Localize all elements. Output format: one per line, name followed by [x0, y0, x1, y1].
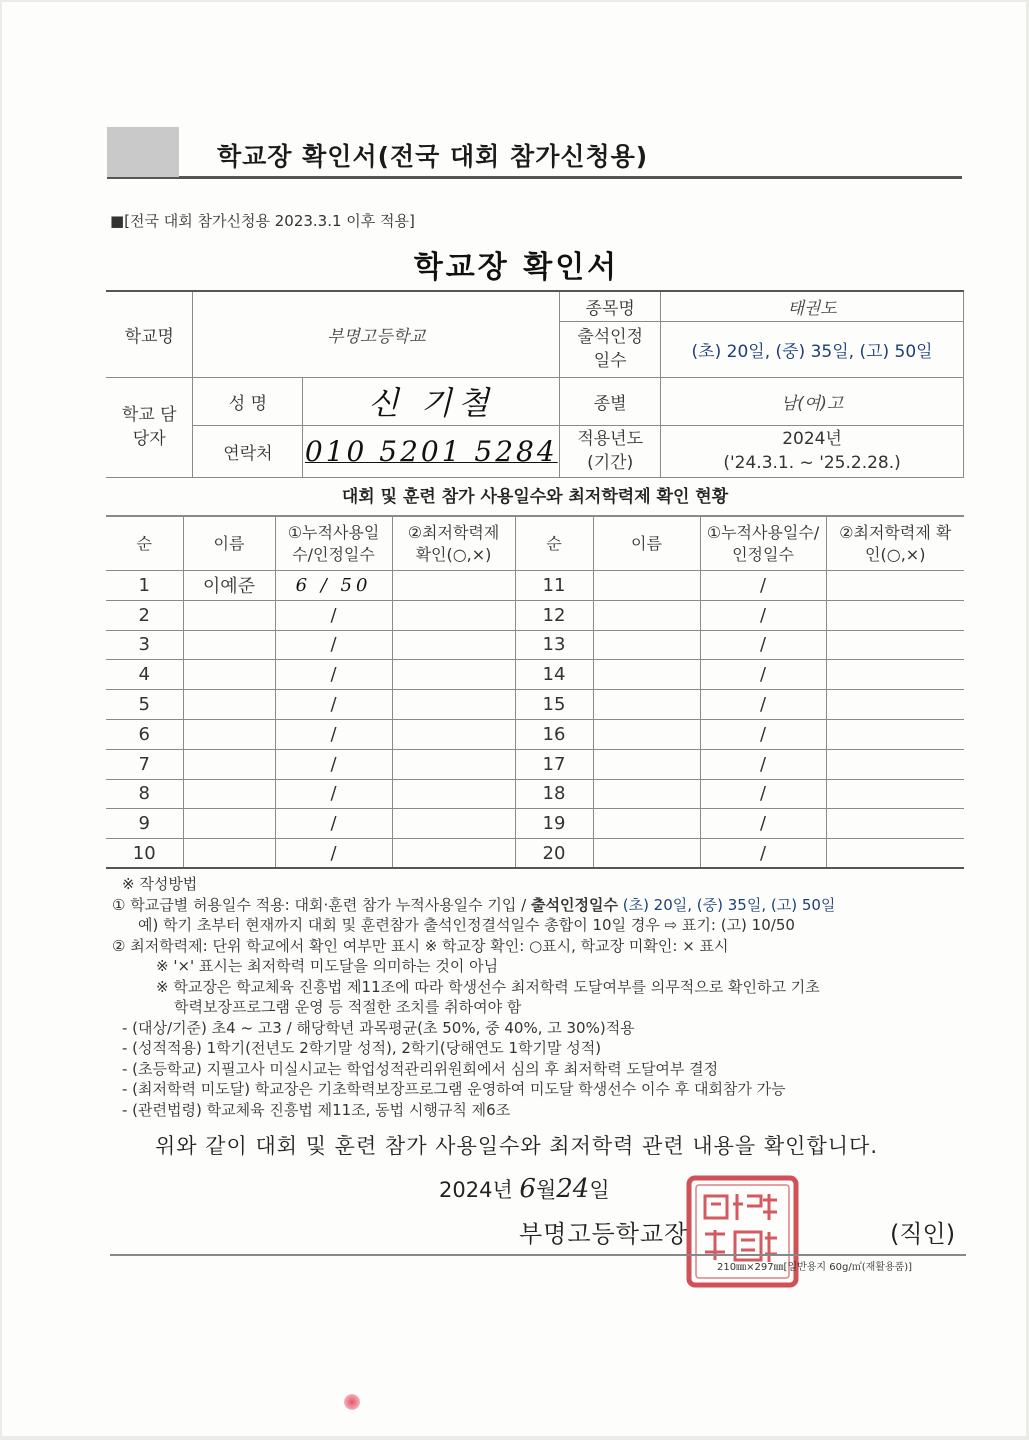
detail-1: - (대상/기준) 초4 ~ 고3 / 해당학년 과목평균(초 50%, 중 40%, 고 30%)적용: [122, 1018, 635, 1037]
roster-name-2: [593, 839, 700, 869]
date-day-unit: 일: [589, 1178, 610, 1202]
roster-days: /: [275, 719, 392, 749]
detail-2: - (성적적용) 1학기(전년도 2학기말 성적), 2학기(당해연도 1학기말 성적): [122, 1039, 602, 1057]
roster-check-2: [826, 660, 964, 690]
roster-table: [106, 516, 964, 869]
ink-spot: [344, 1394, 360, 1410]
header-days-text: ①누적사용일수/인정일수: [287, 522, 380, 564]
roster-no: 5: [106, 690, 183, 720]
table-row: [106, 749, 964, 779]
table-row: [106, 660, 964, 690]
date-month-unit: 월: [535, 1178, 557, 1202]
note-1-blue: (초) 20일, (중) 35일, (고) 50일: [617, 895, 836, 914]
header-check-text: ②최저학력제 확인(○,×): [407, 522, 500, 564]
roster-name: [183, 690, 275, 720]
roster-days: /: [275, 660, 392, 690]
attendance-label-text: 출석인정 일수: [577, 327, 644, 371]
roster-days-2: /: [700, 779, 826, 809]
roster-no-2: 14: [515, 660, 593, 690]
date-month: 6: [519, 1174, 536, 1204]
year-label: [560, 425, 661, 477]
contact-value: 010 5201 5284: [303, 425, 560, 477]
attendance-value: (초) 20일, (중) 35일, (고) 50일: [661, 321, 964, 377]
note-1-bold: 출석인정일수: [531, 895, 618, 914]
roster-days: 6 / 50: [275, 571, 392, 601]
document-banner: [107, 127, 962, 179]
header-no: 순: [106, 517, 183, 571]
table-row: [106, 690, 964, 720]
roster-check: [392, 690, 515, 720]
roster-name-2: [593, 719, 700, 749]
roster-no: 8: [106, 779, 183, 809]
roster-days-2: /: [700, 600, 826, 630]
roster-name-2: [593, 660, 700, 690]
roster-name: 이예준: [183, 571, 275, 601]
name-value: 신 기철: [303, 377, 560, 425]
roster-no-2: 19: [515, 809, 593, 839]
roster-no: 10: [106, 839, 183, 869]
roster-days: /: [275, 779, 392, 809]
seal-label: (직인): [890, 1220, 956, 1248]
roster-no: 3: [106, 630, 183, 660]
roster-days-2: /: [700, 571, 826, 601]
note-2: ② 최저학력제: 단위 학교에서 확인 여부만 표시 ※ 학교장 확인: ○표시, 학교장 미확인: × 표시: [112, 936, 729, 955]
roster-name: [183, 660, 275, 690]
table-row: [106, 779, 964, 809]
principal-name: 부명고등학교장: [519, 1220, 689, 1248]
roster-days: /: [275, 839, 392, 869]
roster-name-2: [593, 690, 700, 720]
footer-rule: [110, 1254, 966, 1256]
roster-check-2: [826, 690, 964, 720]
roster-check-2: [826, 809, 964, 839]
header-days: [275, 517, 392, 571]
event-label: 종목명: [560, 291, 661, 321]
header-check-2: [826, 517, 964, 571]
roster-name-2: [593, 630, 700, 660]
roster-check: [392, 749, 515, 779]
roster-check-2: [826, 779, 964, 809]
roster-name-2: [593, 809, 700, 839]
roster-name-2: [593, 779, 700, 809]
roster-check-2: [826, 839, 964, 869]
roster-no-2: 18: [515, 779, 593, 809]
table-row: [106, 839, 964, 869]
table-row: [106, 809, 964, 839]
banner-grey-block: [107, 127, 179, 177]
header-check: [392, 517, 515, 571]
school-value: 부명고등학교: [193, 291, 560, 377]
roster-no-2: 12: [515, 600, 593, 630]
roster-days-2: /: [700, 630, 826, 660]
roster-name: [183, 809, 275, 839]
manager-label-text: 학교 담당자: [121, 405, 177, 449]
roster-name-2: [593, 600, 700, 630]
roster-days-2: /: [700, 660, 826, 690]
roster-days: /: [275, 600, 392, 630]
roster-name: [183, 779, 275, 809]
roster-no-2: 11: [515, 571, 593, 601]
note-2-b2: 학력보장프로그램 운영 등 적절한 조치를 취하여야 함: [174, 998, 522, 1016]
instructions: [112, 874, 972, 1120]
roster-days-2: /: [700, 839, 826, 869]
roster-days-2: /: [700, 749, 826, 779]
table-row: [106, 719, 964, 749]
roster-days-2: /: [700, 809, 826, 839]
header-no-2: 순: [515, 517, 593, 571]
note-1-text: ① 학교급별 허용일수 적용: 대회·훈련 참가 누적사용일수 기입 /: [112, 895, 531, 914]
roster-check: [392, 779, 515, 809]
roster-no: 4: [106, 660, 183, 690]
roster-no: 1: [106, 571, 183, 601]
banner-title: 학교장 확인서(전국 대회 참가신청용): [217, 142, 649, 171]
confirmation-statement: 위와 같이 대회 및 훈련 참가 사용일수와 최저학력 관련 내용을 확인합니다.: [154, 1134, 878, 1158]
roster-days: /: [275, 809, 392, 839]
year-value: 2024년: [782, 429, 842, 449]
section-title: 대회 및 훈련 참가 사용일수와 최저학력제 확인 현황: [106, 480, 964, 516]
roster-no-2: 16: [515, 719, 593, 749]
note-2-b: ※ 학교장은 학교체육 진흥법 제11조에 따라 학생선수 최저학력 도달여부를 의무적으로 확인하고 기초: [156, 977, 820, 996]
detail-3: - (초등학교) 지필고사 미실시교는 학업성적관리위원회에서 심의 후 최저학력 도달여부 결정: [122, 1059, 719, 1078]
header-days-2: [700, 517, 826, 571]
year-value-cell: [661, 425, 964, 477]
roster-days: /: [275, 630, 392, 660]
table-row: [106, 630, 964, 660]
roster-days: /: [275, 690, 392, 720]
roster-check: [392, 630, 515, 660]
roster-name-2: [593, 749, 700, 779]
roster-name: [183, 600, 275, 630]
roster-no: 7: [106, 749, 183, 779]
roster-header-row: [106, 517, 964, 571]
issue-date: [439, 1174, 610, 1204]
roster-no-2: 20: [515, 839, 593, 869]
document-page: [2, 2, 1026, 1436]
gender-label: 종별: [560, 377, 661, 425]
roster-check-2: [826, 749, 964, 779]
event-value: 태권도: [661, 291, 964, 321]
note-1-example: 예) 학기 초부터 현재까지 대회 및 훈련참가 출석인정결석일수 총합이 10일 경우 ⇨ 표기: (고) 10/50: [138, 916, 795, 934]
roster-no: 6: [106, 719, 183, 749]
note-2-a: ※ '×' 표시는 최저학력 미도달을 의미하는 것이 아님: [156, 957, 499, 975]
detail-5: - (관련법령) 학교체육 진흥법 제11조, 동법 시행규칙 제6조: [122, 1100, 511, 1119]
roster-days-2: /: [700, 690, 826, 720]
school-info-table: [106, 290, 964, 478]
notes-heading: ※ 작성방법: [122, 875, 198, 893]
period-value: ('24.3.1. ~ '25.2.28.): [723, 453, 901, 473]
date-year: 2024년: [439, 1178, 513, 1202]
roster-check: [392, 600, 515, 630]
roster-name: [183, 839, 275, 869]
roster-no-2: 15: [515, 690, 593, 720]
roster-name-2: [593, 571, 700, 601]
contact-label: 연락처: [193, 425, 303, 477]
roster-no-2: 17: [515, 749, 593, 779]
roster-check: [392, 719, 515, 749]
roster-name: [183, 630, 275, 660]
roster-no-2: 13: [515, 630, 593, 660]
year-label-text: 적용년도 (기간): [577, 429, 644, 473]
roster-check: [392, 809, 515, 839]
roster-check: [392, 839, 515, 869]
paper-spec-footnote: 210㎜×297㎜[일반용지 60g/㎡(재활용품)]: [717, 1262, 913, 1273]
note-1: [112, 895, 972, 916]
roster-check: [392, 571, 515, 601]
roster-check-2: [826, 719, 964, 749]
roster-no: 9: [106, 809, 183, 839]
school-label: 학교명: [106, 291, 193, 377]
name-label: 성 명: [193, 377, 303, 425]
header-name: 이름: [183, 517, 275, 571]
detail-4: - (최저학력 미도달) 학교장은 기초학력보장프로그램 운영하여 미도달 학생선수 이수 후 대회참가 가능: [122, 1080, 786, 1098]
roster-days-2: /: [700, 719, 826, 749]
page-title: 학교장 확인서: [413, 250, 620, 285]
header-check-2-text: ②최저학력제 확인(○,×): [839, 522, 952, 564]
applicability-note: ■[전국 대회 참가신청용 2023.3.1 이후 적용]: [110, 212, 415, 230]
table-row: [106, 571, 964, 601]
roster-check-2: [826, 600, 964, 630]
gender-value: 남(여)고: [661, 377, 964, 425]
manager-label: [106, 377, 193, 477]
date-day: 24: [556, 1174, 590, 1204]
roster-name: [183, 719, 275, 749]
roster-check: [392, 660, 515, 690]
roster-check-2: [826, 571, 964, 601]
roster-days: /: [275, 749, 392, 779]
attendance-label: [560, 321, 661, 377]
header-days-2-text: ①누적사용일수/인정일수: [706, 522, 820, 564]
header-name-2: 이름: [593, 517, 700, 571]
roster-name: [183, 749, 275, 779]
table-row: [106, 600, 964, 630]
roster-check-2: [826, 630, 964, 660]
roster-no: 2: [106, 600, 183, 630]
